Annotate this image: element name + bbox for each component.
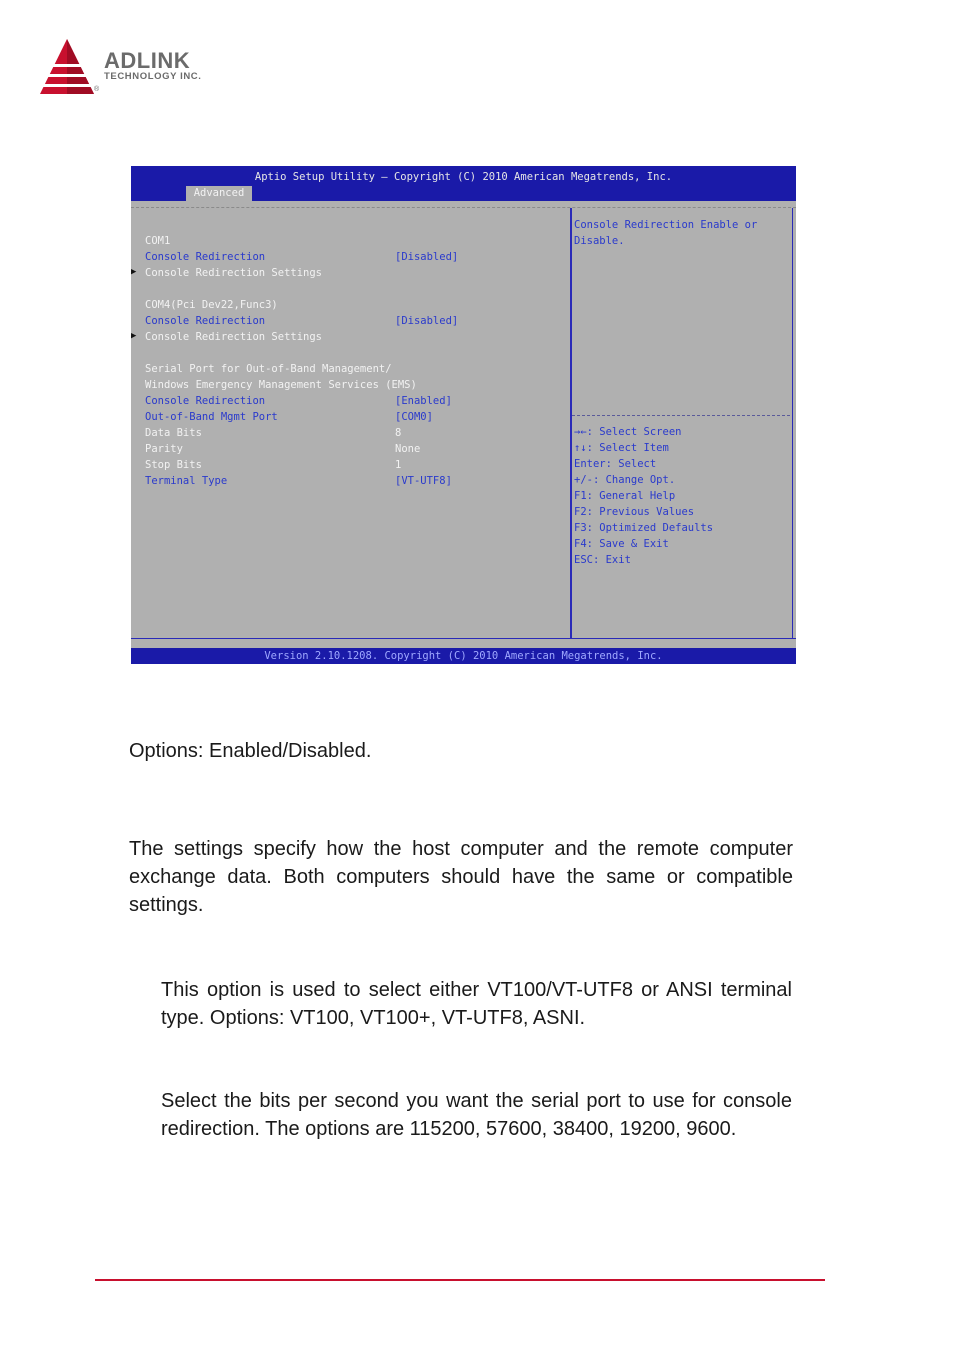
bios-setting-value: 1 <box>395 459 402 471</box>
bios-setting-row[interactable] <box>145 475 452 491</box>
bios-bottom-border <box>131 638 796 639</box>
bios-key-hint: Enter: Select <box>574 458 657 470</box>
bios-setting-row[interactable] <box>145 315 459 331</box>
bios-setting-row[interactable] <box>145 251 459 267</box>
bios-help-text: Console Redirection Enable or <box>574 219 758 231</box>
bios-key-hint: +/-: Change Opt. <box>574 474 676 486</box>
bios-setting-value: None <box>395 443 421 455</box>
bios-key-hint: F2: Previous Values <box>574 506 695 518</box>
tab-advanced[interactable]: Advanced <box>186 186 252 201</box>
bios-setting-label: Windows Emergency Management Services (EMS) <box>145 379 417 391</box>
bios-setting-label: Console Redirection Settings <box>145 331 323 343</box>
bios-setting-value: [Disabled] <box>395 315 459 327</box>
bios-setting-value: [VT-UTF8] <box>395 475 452 487</box>
bios-setting-row[interactable] <box>131 267 323 283</box>
submenu-arrow-icon: ▶ <box>131 331 137 341</box>
bios-setting-label: Parity <box>145 443 183 455</box>
bios-setting-row <box>145 363 392 379</box>
settings-description: The settings specify how the host computer and the remote computer exchange data. Both computers should have the same or compatible settings. <box>129 838 793 916</box>
logo-wordmark: ADLINK <box>104 48 191 73</box>
bios-setting-value: [COM0] <box>395 411 433 423</box>
bios-setting-row[interactable] <box>145 395 452 411</box>
bios-key-hint: ↑↓: Select Item <box>574 442 669 454</box>
bios-header <box>131 166 796 201</box>
bios-setting-row[interactable] <box>145 459 402 475</box>
bios-setting-label: Console Redirection <box>145 251 266 263</box>
bios-setting-row[interactable] <box>145 411 433 427</box>
adlink-logo <box>38 36 238 98</box>
bios-setting-value: [Disabled] <box>395 251 459 263</box>
bios-key-hint: F4: Save & Exit <box>574 538 669 550</box>
logo-subtitle: TECHNOLOGY INC. <box>104 71 202 82</box>
bios-setting-label: Data Bits <box>145 427 202 439</box>
terminal-type-description: This option is used to select either VT100/VT-UTF8 or ANSI terminal type. Options: VT100, VT100+, VT-UTF8, ASNI. <box>161 979 792 1029</box>
options-text: Options: Enabled/Disabled. <box>129 740 372 762</box>
bios-setting-row <box>145 235 170 251</box>
bios-title: Aptio Setup Utility – Copyright (C) 2010 American Megatrends, Inc. <box>254 171 673 183</box>
bios-divider <box>131 207 796 208</box>
submenu-arrow-icon: ▶ <box>131 267 137 277</box>
bios-setting-label: COM1 <box>145 235 171 247</box>
bios-screenshot <box>131 166 796 664</box>
bios-setting-value: 8 <box>395 427 402 439</box>
bios-help-separator <box>572 415 790 416</box>
bios-pane-divider <box>570 208 572 638</box>
bios-setting-label: Serial Port for Out-of-Band Management/ <box>145 363 392 375</box>
bios-key-hint: F1: General Help <box>574 490 676 502</box>
bios-setting-label: Out-of-Band Mgmt Port <box>145 411 278 423</box>
bios-setting-row <box>145 299 278 315</box>
bios-setting-row <box>145 379 417 395</box>
bios-key-hint: ESC: Exit <box>574 554 631 566</box>
bios-setting-label: Console Redirection <box>145 395 266 407</box>
bios-key-hint: →←: Select Screen <box>574 426 682 438</box>
bios-setting-label: COM4(Pci Dev22,Func3) <box>145 299 278 311</box>
bios-setting-label: Stop Bits <box>145 459 202 471</box>
bios-setting-label: Console Redirection <box>145 315 266 327</box>
bios-setting-row[interactable] <box>145 443 421 459</box>
bios-right-border <box>792 208 793 638</box>
footer-rule <box>95 1279 825 1281</box>
bios-setting-label: Console Redirection Settings <box>145 267 323 279</box>
adlink-triangle-icon <box>38 36 102 98</box>
bios-key-hint: F3: Optimized Defaults <box>574 522 714 534</box>
bios-setting-row[interactable] <box>131 331 323 347</box>
bios-setting-label: Terminal Type <box>145 475 228 487</box>
bios-setting-row[interactable] <box>145 427 402 443</box>
bios-footer: Version 2.10.1208. Copyright (C) 2010 American Megatrends, Inc. <box>131 648 796 664</box>
bios-setting-value: [Enabled] <box>395 395 452 407</box>
bios-help-text: Disable. <box>574 235 625 247</box>
bits-per-second-description: Select the bits per second you want the serial port to use for console redirection. The options are 115200, 57600, 38400, 19200, 9600. <box>161 1090 792 1140</box>
registered-mark: ® <box>94 86 100 93</box>
